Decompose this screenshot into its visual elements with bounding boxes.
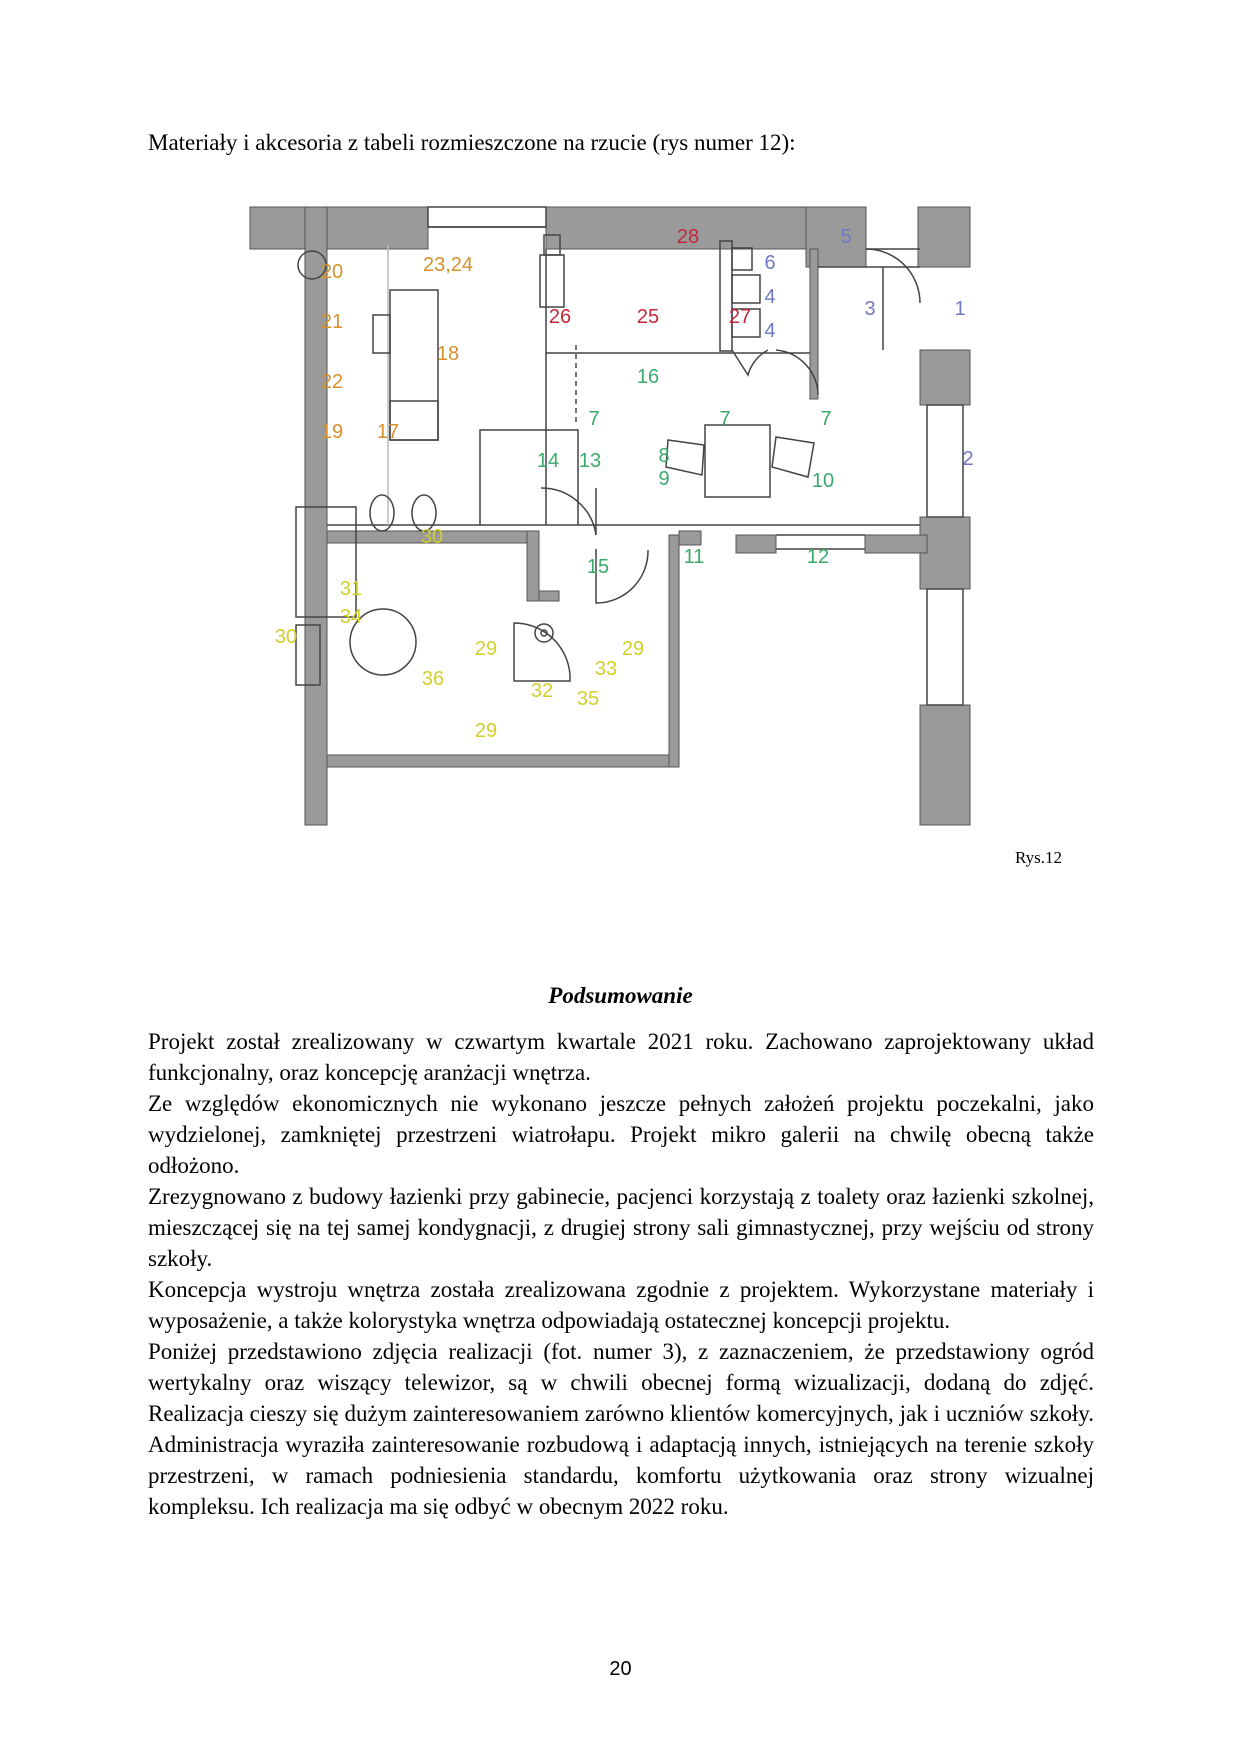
- plan-label: 25: [636, 306, 660, 328]
- plan-label: 7: [820, 408, 832, 430]
- paragraph: Ze względów ekonomicznych nie wykonano jeszcze pełnych założeń projektu poczekalni, jako wydzielonej, zamkniętej przestrzeni wiatrołapu. Projekt mikro galerii na chwilę obecną także odłożono.: [148, 1091, 1094, 1178]
- plan-label: 12: [806, 546, 830, 568]
- plan-label: 15: [586, 556, 610, 578]
- plan-label: 26: [548, 306, 572, 328]
- plan-walls: [250, 207, 970, 825]
- plan-label: 11: [683, 546, 705, 568]
- plan-label: 2: [962, 448, 974, 470]
- plan-label: 31: [339, 578, 363, 600]
- plan-label: 6: [764, 252, 776, 274]
- plan-label: 5: [840, 226, 852, 248]
- plan-label: 32: [530, 680, 554, 702]
- plan-lines: [296, 207, 966, 705]
- intro-text: Materiały i akcesoria z tabeli rozmieszczone na rzucie (rys numer 12):: [148, 130, 796, 155]
- plan-label: 20: [320, 261, 344, 283]
- paragraph: Zrezygnowano z budowy łazienki przy gabinecie, pacjenci korzystają z toalety oraz łazienki szkolnej, mieszczącej się na tej samej kondygnacji, z drugiej strony sali gimnastycznej, przy wejściu od strony szkoły.: [148, 1184, 1094, 1271]
- plan-label: 22: [320, 371, 344, 393]
- plan-label: 17: [376, 421, 400, 443]
- plan-label: 36: [421, 668, 445, 690]
- paragraph: Projekt został zrealizowany w czwartym kwartale 2021 roku. Zachowano zaprojektowany układ funkcjonalny, oraz koncepcję aranżacji wnętrza.: [148, 1029, 1094, 1085]
- plan-label: 1: [954, 298, 966, 320]
- page-number: 20: [609, 1658, 632, 1680]
- plan-label: 3: [864, 298, 876, 320]
- plan-label: 18: [436, 343, 460, 365]
- plan-label: 19: [320, 421, 344, 443]
- plan-label: 16: [636, 366, 660, 388]
- plan-label: 34: [339, 606, 363, 628]
- plan-label: 23,24: [422, 254, 474, 276]
- plan-label: 4: [764, 320, 776, 342]
- paragraph: Poniżej przedstawiono zdjęcia realizacji (fot. numer 3), z zaznaczeniem, że przedstawiony ogród wertykalny oraz wiszący telewizor, są w chwili obecnej formą wizualizacji, dodaną do zdjęć. Realizacja cieszy się dużym zainteresowaniem zarówno klientów komercyjnych, jak i uczniów szkoły. Administracja wyraziła zainteresowanie rozbudową i adaptacją innych, istniejących na terenie szkoły przestrzeni, w ramach podniesienia standardu, komfortu użytkowania oraz strony wizualnej kompleksu. Ich realizacja ma się odbyć w obecnym 2022 roku.: [148, 1339, 1094, 1519]
- figure-caption: Rys.12: [1015, 848, 1063, 867]
- plan-label: 9: [658, 468, 670, 490]
- plan-label: 4: [764, 286, 776, 308]
- plan-label: 30: [420, 526, 444, 548]
- plan-label: 10: [811, 470, 835, 492]
- plan-label: 13: [578, 450, 602, 472]
- plan-label: 30: [274, 626, 298, 648]
- plan-label: 28: [676, 226, 700, 248]
- plan-label: 14: [536, 450, 560, 472]
- plan-label: 7: [719, 408, 731, 430]
- plan-label: 7: [588, 408, 600, 430]
- plan-label: 29: [474, 720, 498, 742]
- plan-label: 8: [658, 445, 670, 467]
- plan-label: 29: [621, 638, 645, 660]
- plan-labels: [275, 226, 974, 742]
- plan-label: 33: [594, 658, 618, 680]
- plan-label: 35: [576, 688, 600, 710]
- plan-label: 29: [474, 638, 498, 660]
- plan-label: 21: [320, 311, 344, 333]
- floor-plan: [248, 205, 1048, 830]
- body-text: [148, 1026, 1094, 1522]
- paragraph: Koncepcja wystroju wnętrza została zrealizowana zgodnie z projektem. Wykorzystane materiały i wyposażenie, a także kolorystyka wnętrza odpowiadają ostatecznej koncepcji projektu.: [148, 1277, 1094, 1333]
- plan-label: 27: [728, 306, 752, 328]
- section-heading: Podsumowanie: [548, 983, 693, 1008]
